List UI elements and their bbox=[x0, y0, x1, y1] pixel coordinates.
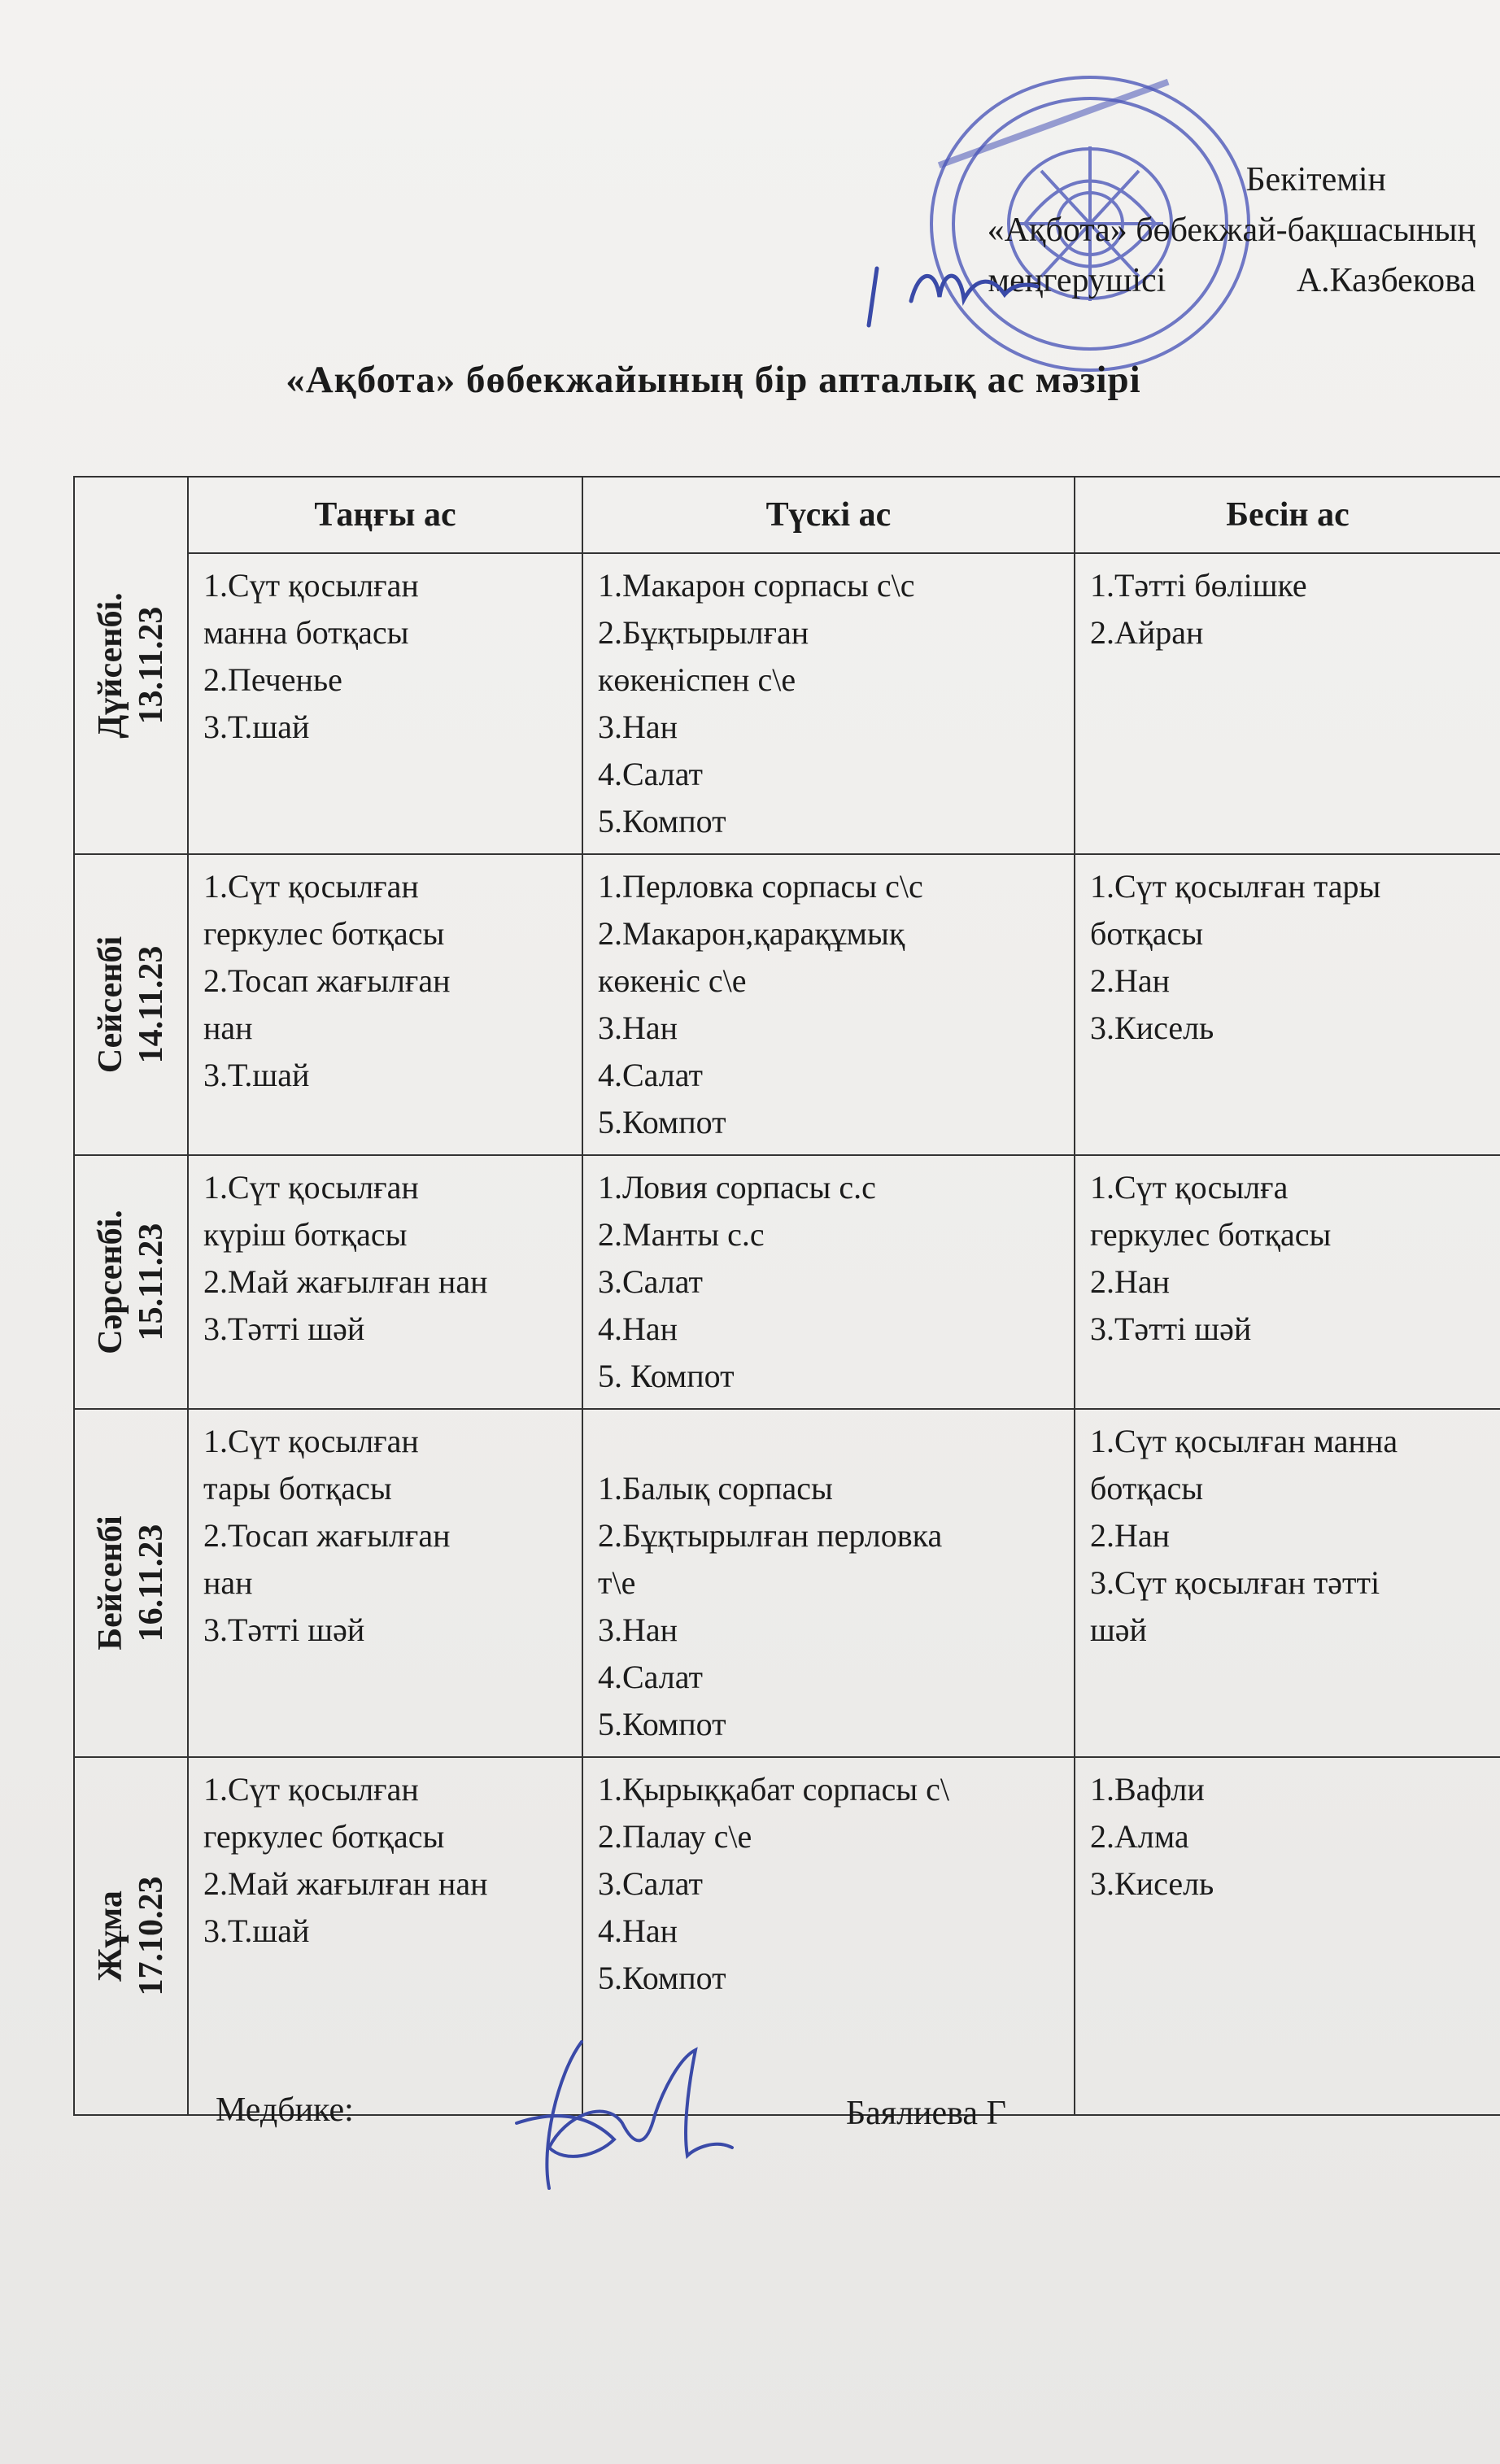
day-label bbox=[90, 936, 172, 1073]
header-breakfast: Таңғы ас bbox=[188, 477, 582, 553]
menu-item: 3.Т.шай bbox=[203, 1912, 310, 1949]
day-date: 14.11.23 bbox=[133, 945, 170, 1064]
menu-item: 1.Сүт қосылған bbox=[203, 1423, 419, 1459]
menu-item: 2.Алма bbox=[1090, 1818, 1189, 1855]
approval-organization: «Ақбота» бөбекжай-бақшасының bbox=[987, 212, 1476, 249]
menu-item: 5.Компот bbox=[598, 1104, 726, 1140]
menu-item: 3.Тәтті шәй bbox=[203, 1611, 365, 1648]
menu-item: 1.Сүт қосылған bbox=[203, 868, 419, 905]
menu-item: 3.Тәтті шәй bbox=[203, 1310, 365, 1347]
menu-item: 3.Тәтті шәй bbox=[1090, 1310, 1252, 1347]
day-cell bbox=[74, 1757, 188, 2115]
nurse-label: Медбике: bbox=[216, 2091, 354, 2129]
lunch-cell bbox=[582, 553, 1075, 854]
menu-item: ботқасы bbox=[1090, 915, 1204, 952]
menu-item: 3.Сүт қосылған тәтті bbox=[1090, 1564, 1380, 1601]
menu-item: 3.Нан bbox=[598, 1010, 678, 1046]
menu-item: 1.Перловка сорпасы с\с bbox=[598, 868, 923, 905]
day-cell bbox=[74, 854, 188, 1155]
breakfast-cell bbox=[188, 553, 582, 854]
day-name: Бейсенбі bbox=[92, 1515, 129, 1651]
day-date: 15.11.23 bbox=[133, 1223, 170, 1341]
nurse-signature bbox=[492, 2026, 736, 2205]
menu-item: 4.Нан bbox=[598, 1310, 678, 1347]
menu-item: 3.Салат bbox=[598, 1865, 703, 1902]
menu-item: 3.Т.шай bbox=[203, 709, 310, 745]
menu-item: 1.Сүт қосылған тары bbox=[1090, 868, 1381, 905]
menu-item: 1.Вафли bbox=[1090, 1771, 1205, 1808]
day-label bbox=[90, 1877, 172, 1996]
snack-cell bbox=[1075, 854, 1500, 1155]
weekly-menu-table bbox=[73, 476, 1500, 2116]
menu-item: 3.Салат bbox=[598, 1263, 703, 1300]
menu-item: т\е bbox=[598, 1564, 636, 1601]
menu-item: 4.Салат bbox=[598, 1659, 703, 1695]
approval-manager-name: А.Казбекова bbox=[1296, 262, 1476, 299]
approval-position: меңгерушісі bbox=[988, 262, 1166, 299]
menu-item bbox=[598, 1418, 1059, 1465]
menu-item: 1.Сүт қосылға bbox=[1090, 1169, 1289, 1206]
menu-item: 3.Нан bbox=[598, 709, 678, 745]
approval-heading: Бекітемін bbox=[1245, 161, 1386, 198]
day-row bbox=[74, 1155, 1500, 1409]
day-row bbox=[74, 854, 1500, 1155]
menu-item: 3.Нан bbox=[598, 1611, 678, 1648]
menu-item: шәй bbox=[1090, 1611, 1147, 1648]
menu-item: ботқасы bbox=[1090, 1470, 1204, 1507]
menu-item: 5. Компот bbox=[598, 1358, 735, 1394]
day-date: 17.10.23 bbox=[133, 1876, 170, 1996]
menu-item: 4.Салат bbox=[598, 1057, 703, 1093]
menu-item: 2.Май жағылған нан bbox=[203, 1263, 488, 1300]
menu-item: 2.Бұқтырылған bbox=[598, 614, 809, 651]
day-row bbox=[74, 1757, 1500, 2115]
header-row bbox=[74, 477, 1500, 553]
manager-signature bbox=[862, 236, 1041, 342]
menu-item: 3.Кисель bbox=[1090, 1865, 1214, 1902]
menu-item: 5.Компот bbox=[598, 1960, 726, 1996]
day-date: 13.11.23 bbox=[133, 606, 170, 725]
breakfast-cell bbox=[188, 1155, 582, 1409]
day-label bbox=[90, 1515, 172, 1650]
menu-item: 1.Сүт қосылған bbox=[203, 1169, 419, 1206]
menu-item: 2.Макарон,қарақұмық bbox=[598, 915, 905, 952]
lunch-cell bbox=[582, 1155, 1075, 1409]
header-lunch: Түскі ас bbox=[582, 477, 1075, 553]
menu-item: 2.Манты с.с bbox=[598, 1216, 765, 1253]
menu-item: көкеніспен с\е bbox=[598, 661, 796, 698]
day-label bbox=[90, 1210, 172, 1354]
menu-item: 1.Макарон сорпасы с\с bbox=[598, 567, 915, 604]
snack-cell bbox=[1075, 553, 1500, 854]
menu-item: 2.Айран bbox=[1090, 614, 1204, 651]
menu-item: геркулес ботқасы bbox=[203, 1818, 445, 1855]
menu-item: 2.Тосап жағылған bbox=[203, 1517, 451, 1554]
document-title: «Ақбота» бөбекжайының бір апталық ас мәзірі bbox=[286, 359, 1141, 401]
menu-item: 1.Сүт қосылған bbox=[203, 567, 419, 604]
menu-item: 1.Сүт қосылған манна bbox=[1090, 1423, 1398, 1459]
menu-item: 1.Сүт қосылған bbox=[203, 1771, 419, 1808]
day-name: Дүйсенбі. bbox=[92, 592, 129, 739]
menu-item: 5.Компот bbox=[598, 1706, 726, 1742]
menu-item: геркулес ботқасы bbox=[203, 915, 445, 952]
day-name: Сәрсенбі. bbox=[92, 1210, 129, 1354]
menu-item: нан bbox=[203, 1564, 253, 1601]
menu-item: 1.Тәтті бөлішке bbox=[1090, 567, 1307, 604]
day-cell bbox=[74, 477, 188, 854]
signature-row bbox=[216, 2082, 1354, 2205]
day-row bbox=[74, 553, 1500, 854]
menu-item: тары ботқасы bbox=[203, 1470, 392, 1507]
menu-item: 4.Нан bbox=[598, 1912, 678, 1949]
day-date: 16.11.23 bbox=[133, 1524, 170, 1642]
menu-item: 4.Салат bbox=[598, 756, 703, 792]
menu-item: 2.Бұқтырылған перловка bbox=[598, 1517, 943, 1554]
menu-item: 3.Т.шай bbox=[203, 1057, 310, 1093]
menu-item: геркулес ботқасы bbox=[1090, 1216, 1332, 1253]
day-name: Жұма bbox=[92, 1891, 129, 1982]
menu-item: 2.Нан bbox=[1090, 1263, 1171, 1300]
menu-item: күріш ботқасы bbox=[203, 1216, 408, 1253]
breakfast-cell bbox=[188, 1409, 582, 1757]
menu-item: 1.Ловия сорпасы с.с bbox=[598, 1169, 876, 1206]
menu-item: 2.Нан bbox=[1090, 962, 1171, 999]
menu-item: 3.Кисель bbox=[1090, 1010, 1214, 1046]
snack-cell bbox=[1075, 1155, 1500, 1409]
menu-item: 2.Печенье bbox=[203, 661, 342, 698]
menu-item: 1.Қырыққабат сорпасы с\ bbox=[598, 1771, 950, 1808]
day-label bbox=[90, 592, 172, 738]
menu-item: 2.Тосап жағылған bbox=[203, 962, 451, 999]
menu-item: көкеніс с\е bbox=[598, 962, 747, 999]
menu-item: нан bbox=[203, 1010, 253, 1046]
day-row bbox=[74, 1409, 1500, 1757]
menu-item: 2.Палау с\е bbox=[598, 1818, 752, 1855]
menu-item: 1.Балық сорпасы bbox=[598, 1470, 833, 1507]
snack-cell bbox=[1075, 1757, 1500, 2115]
lunch-cell bbox=[582, 1409, 1075, 1757]
header-snack: Бесін ас bbox=[1075, 477, 1500, 553]
lunch-cell bbox=[582, 854, 1075, 1155]
menu-item: 2.Нан bbox=[1090, 1517, 1171, 1554]
day-cell bbox=[74, 1409, 188, 1757]
breakfast-cell bbox=[188, 854, 582, 1155]
snack-cell bbox=[1075, 1409, 1500, 1757]
menu-item: манна ботқасы bbox=[203, 614, 409, 651]
menu-item: 5.Компот bbox=[598, 803, 726, 840]
day-cell bbox=[74, 1155, 188, 1409]
day-name: Сейсенбі bbox=[92, 935, 129, 1074]
nurse-name: Баялиева Г bbox=[846, 2095, 1006, 2132]
menu-item: 2.Май жағылған нан bbox=[203, 1865, 488, 1902]
